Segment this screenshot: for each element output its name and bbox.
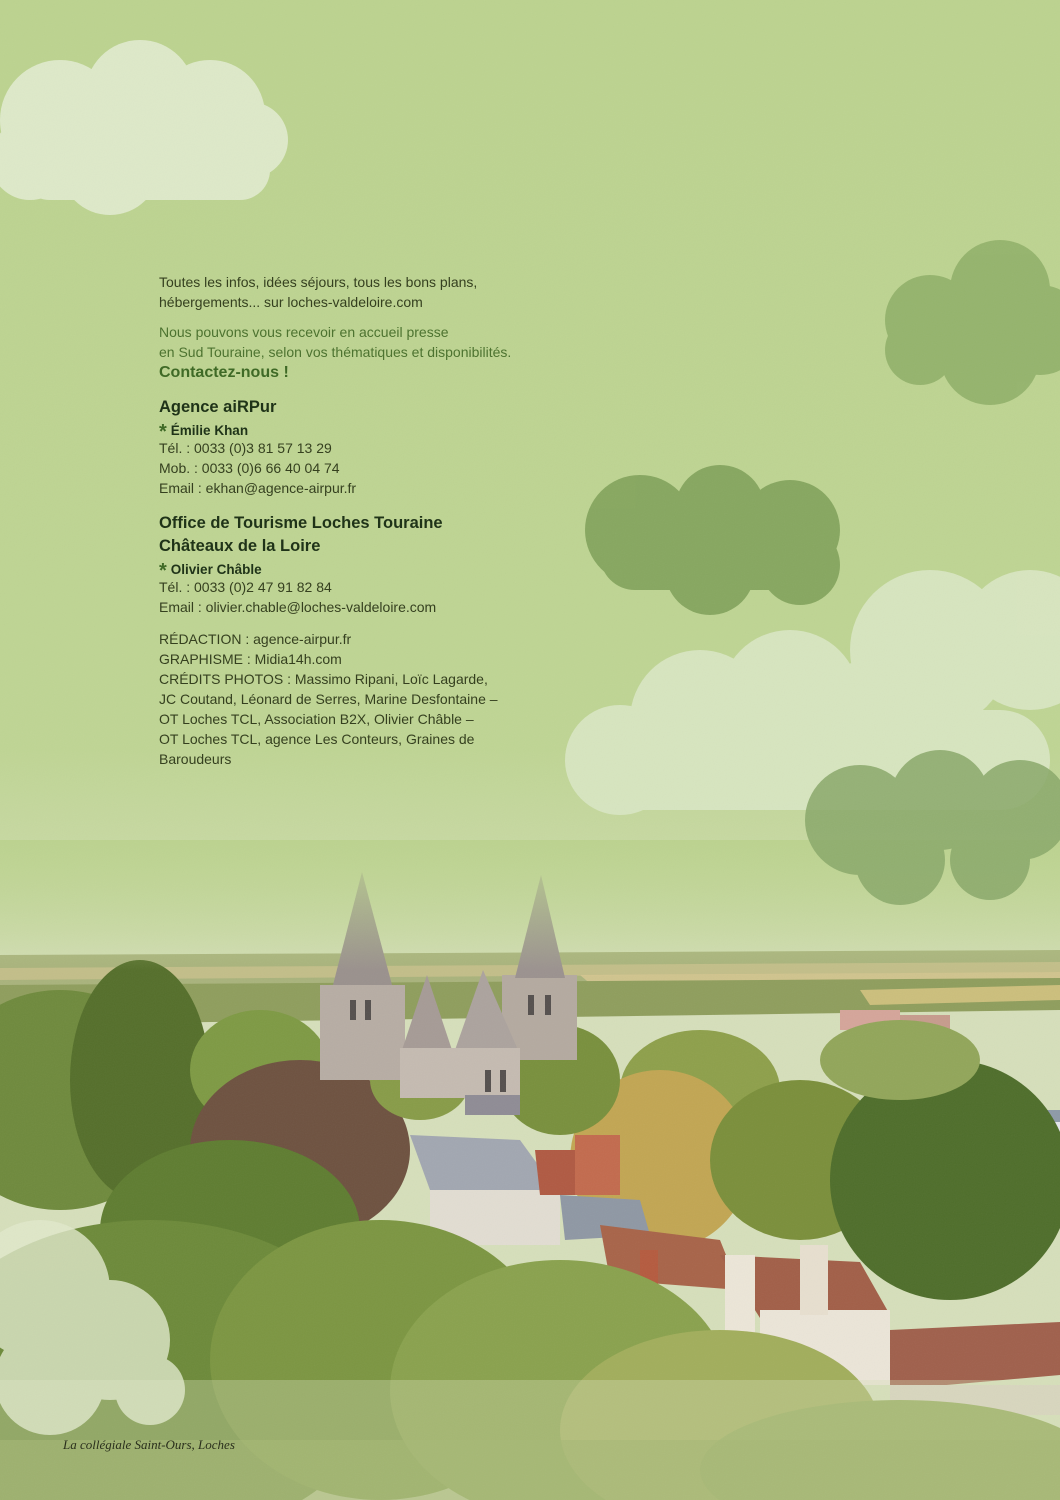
credits-redaction: RÉDACTION : agence-airpur.fr xyxy=(159,631,352,647)
office-contact-person xyxy=(159,560,629,582)
office-email[interactable]: Email : olivier.chable@loches-valdeloire.com xyxy=(159,599,437,615)
agency-name: Agence aiRPur xyxy=(159,398,277,416)
credits-photos-4: OT Loches TCL, agence Les Conteurs, Graines de xyxy=(159,731,475,747)
office-person-name: Olivier Châble xyxy=(170,562,262,577)
credits-photos-5: Baroudeurs xyxy=(159,751,232,767)
intro-line-1: Toutes les infos, idées séjours, tous les bons plans, xyxy=(159,274,478,290)
credits-graphisme: GRAPHISME : Midia14h.com xyxy=(159,651,342,667)
credits-photos-3: OT Loches TCL, Association B2X, Olivier Châble – xyxy=(159,711,474,727)
credits xyxy=(159,629,629,769)
photo-caption: La collégiale Saint-Ours, Loches xyxy=(63,1437,235,1452)
press-line-2: en Sud Touraine, selon vos thématiques et disponibilités. xyxy=(159,344,512,360)
agency-contact-person xyxy=(159,421,629,443)
office-name-line-2: Châteaux de la Loire xyxy=(159,537,321,555)
agency-email[interactable]: Email : ekhan@agence-airpur.fr xyxy=(159,480,357,496)
office-tel: Tél. : 0033 (0)2 47 91 82 84 xyxy=(159,579,332,595)
contact-information xyxy=(159,272,629,769)
agency-person-name: Émilie Khan xyxy=(170,423,249,438)
office-name-line-1: Office de Tourisme Loches Touraine xyxy=(159,514,443,532)
contact-cta: Contactez-nous ! xyxy=(159,364,289,381)
credits-photos-2: JC Coutand, Léonard de Serres, Marine Desfontaine – xyxy=(159,691,498,707)
press-line-1: Nous pouvons vous recevoir en accueil presse xyxy=(159,324,449,340)
agency-mobile: Mob. : 0033 (0)6 66 40 04 74 xyxy=(159,460,340,476)
asterisk-icon: * xyxy=(159,560,167,582)
intro-line-2: hébergements... sur loches-valdeloire.com xyxy=(159,294,423,310)
agency-tel: Tél. : 0033 (0)3 81 57 13 29 xyxy=(159,440,332,456)
asterisk-icon: * xyxy=(159,421,167,443)
credits-photos-1: CRÉDITS PHOTOS : Massimo Ripani, Loïc Lagarde, xyxy=(159,671,488,687)
